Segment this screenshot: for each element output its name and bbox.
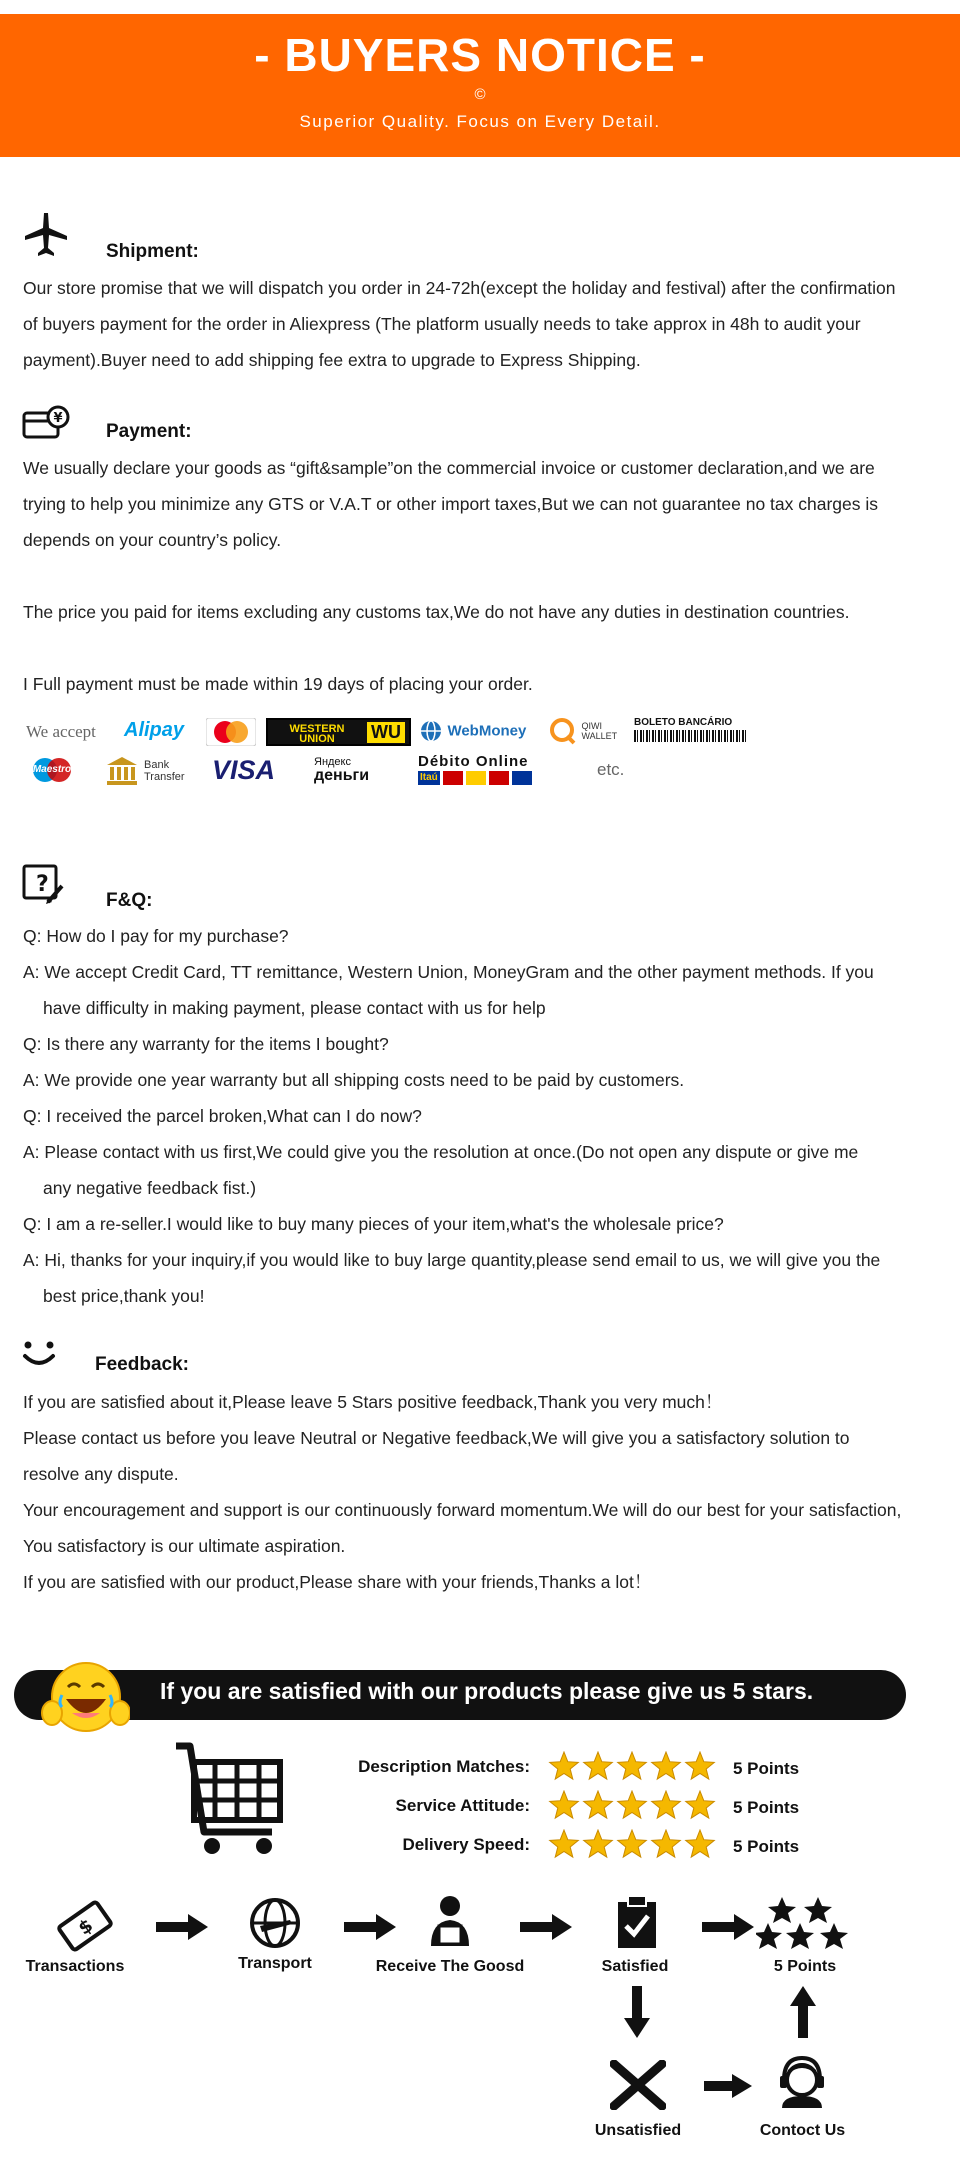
- rating-stars: [548, 1829, 718, 1861]
- star-icon: [618, 1791, 647, 1818]
- debito-text: Débito Online: [418, 753, 529, 770]
- faq-answer: A: Please contact with us first,We could give you the resolution at once.(Do not open any dispute or give me: [23, 1142, 859, 1162]
- payment-line: We usually declare your goods as “gift&sample”on the commercial invoice or customer declaration,and we are: [23, 458, 875, 478]
- flow-transactions: Transactions: [25, 1958, 125, 1975]
- page-title: - BUYERS NOTICE -: [254, 29, 706, 81]
- star-icon: [686, 1830, 715, 1857]
- star-icon: [584, 1791, 613, 1818]
- faq-answer: A: We accept Credit Card, TT remittance, Western Union, MoneyGram and the other payment methods. If you: [23, 962, 874, 982]
- feedback-text: [23, 1384, 943, 1600]
- star-icon: [652, 1830, 681, 1857]
- western-union-text: WESTERN UNION: [289, 723, 345, 745]
- rating-points: 5 Points: [733, 1759, 800, 1778]
- shipment-title: Shipment:: [106, 241, 199, 262]
- mastercard-logo: [206, 718, 256, 746]
- payment-text: [23, 450, 943, 558]
- faq-answer: A: Hi, thanks for your inquiry,if you would like to buy large quantity,please send email to us, we will give you the: [23, 1250, 881, 1270]
- full-payment-line: I Full payment must be made within 19 days of placing your order.: [23, 674, 533, 694]
- faq-answer-cont: have difficulty in making payment, please contact with us for help: [43, 998, 546, 1018]
- qiwi-wallet-text: WALLET: [581, 731, 618, 741]
- faq-question: Q: I am a re-seller.I would like to buy many pieces of your item,what's the wholesale price?: [23, 1214, 724, 1234]
- dengi-text: деньги: [314, 767, 370, 784]
- itau-badge: Itaú: [420, 772, 438, 783]
- faq-question: Q: Is there any warranty for the items I bought?: [23, 1034, 389, 1054]
- boleto-text: BOLETO BANCÁRIO: [634, 717, 733, 728]
- flow-satisfied: Satisfied: [601, 1958, 669, 1975]
- webmoney-logo: [419, 719, 526, 743]
- payment-line: trying to help you minimize any GTS or V.A.T or other import taxes,But we can not guarantee no tax charges is: [23, 494, 879, 514]
- we-accept-label: We accept: [26, 722, 96, 741]
- shipment-line: Our store promise that we will dispatch you order in 24-72h(except the holiday and festival) after the confirmation: [23, 278, 896, 298]
- feedback-line: Your encouragement and support is our continuously forward momentum.We will do our best for your satisfaction,: [23, 1500, 902, 1520]
- clipboard-check-icon: [614, 1894, 660, 1950]
- visa-logo: VISA: [212, 755, 276, 785]
- bank-badge: [466, 771, 486, 785]
- five-stars-icon: [756, 1896, 852, 1952]
- rating-points: 5 Points: [733, 1798, 800, 1817]
- bank-transfer-text: [144, 759, 185, 783]
- faq-answer: A: We provide one year warranty but all shipping costs need to be paid by customers.: [23, 1070, 685, 1090]
- star-icon: [584, 1830, 613, 1857]
- etc-label: etc.: [597, 760, 625, 779]
- feedback-line: You satisfactory is our ultimate aspiration.: [23, 1536, 346, 1556]
- flow-receive: Receive The Goosd: [375, 1958, 525, 1975]
- yandex-text: Яндекс: [314, 756, 351, 768]
- faq-title: F&Q:: [106, 890, 153, 911]
- svg-text:$: $: [74, 1915, 98, 1940]
- payment-logos: [26, 715, 746, 795]
- shopping-cart-icon: [172, 1740, 287, 1860]
- yandex-logo: [314, 756, 369, 782]
- qiwi-text: QIWI: [581, 721, 602, 731]
- maestro-text: Maestro: [32, 764, 72, 775]
- flow-unsatisfied: Unsatisfied: [594, 2122, 682, 2139]
- rating-stars: [548, 1790, 718, 1822]
- bank-badge: [443, 771, 463, 785]
- faq-answer-cont: best price,thank you!: [43, 1286, 205, 1306]
- faq-list: [23, 918, 943, 1314]
- airplane-icon: [22, 210, 70, 258]
- faq-answer-cont: any negative feedback fist.): [43, 1178, 257, 1198]
- qiwi-logo: [549, 717, 617, 745]
- star-icon: [550, 1830, 579, 1857]
- faq-question: Q: I received the parcel broken,What can I do now?: [23, 1106, 422, 1126]
- western-union-logo: [266, 718, 411, 746]
- full-payment-note: [23, 666, 943, 702]
- feedback-line: Please contact us before you leave Neutral or Negative feedback,We will give you a satisfactory solution to: [23, 1428, 850, 1448]
- laughing-emoji-icon: [40, 1655, 130, 1735]
- arrow-right-icon: [520, 1914, 572, 1940]
- wallet-icon: [22, 405, 72, 441]
- star-icon: [550, 1791, 579, 1818]
- copyright-mark: ©: [474, 86, 486, 103]
- star-icon: [618, 1830, 647, 1857]
- price-line: The price you paid for items excluding any customs tax,We do not have any duties in destination countries.: [23, 602, 850, 622]
- rating-label: Description Matches:: [358, 1757, 530, 1776]
- svg-text:¥: ¥: [53, 411, 63, 426]
- flow-contact: Contoct Us: [759, 2122, 846, 2139]
- bank-badge: [512, 771, 532, 785]
- banner-text: If you are satisfied with our products please give us 5 stars.: [160, 1678, 814, 1704]
- wu-mark: WU: [367, 722, 405, 743]
- star-icon: [686, 1752, 715, 1779]
- arrow-right-icon: [344, 1914, 396, 1940]
- alipay-logo: Alipay: [124, 719, 185, 741]
- bank-badge: [489, 771, 509, 785]
- arrow-down-icon: [624, 1986, 650, 2038]
- rating-label: Service Attitude:: [395, 1796, 530, 1815]
- globe-icon: [419, 719, 443, 743]
- star-icon: [652, 1791, 681, 1818]
- price-note: [23, 594, 943, 630]
- transfer-text: Transfer: [144, 771, 185, 783]
- faq-question: Q: How do I pay for my purchase?: [23, 926, 289, 946]
- webmoney-text: WebMoney: [447, 722, 527, 740]
- customer-service-icon: [776, 2052, 828, 2110]
- globe-transport-icon: [248, 1896, 302, 1950]
- qiwi-icon: [549, 717, 577, 745]
- star-icon: [618, 1752, 647, 1779]
- arrow-up-icon: [790, 1986, 816, 2038]
- flow-points: 5 Points: [773, 1958, 837, 1975]
- rating-label: Delivery Speed:: [402, 1835, 530, 1854]
- maestro-logo: [26, 756, 78, 784]
- feedback-line: If you are satisfied about it,Please leave 5 Stars positive feedback,Thank you very much！: [23, 1392, 723, 1412]
- payment-line: depends on your country’s policy.: [23, 530, 282, 550]
- smile-icon: [22, 1340, 56, 1368]
- feedback-title: Feedback:: [95, 1354, 189, 1375]
- bank-icon: [106, 756, 138, 786]
- boleto-logo: [634, 717, 749, 745]
- star-icon: [584, 1752, 613, 1779]
- feedback-line: If you are satisfied with our product,Please share with your friends,Thanks a lot！: [23, 1572, 652, 1592]
- shipment-line: of buyers payment for the order in Aliexpress (The platform usually needs to take approx in 48h to audit your: [23, 314, 861, 334]
- star-icon: [686, 1791, 715, 1818]
- barcode: [634, 730, 746, 742]
- page-subtitle: Superior Quality. Focus on Every Detail.: [299, 112, 661, 131]
- shipment-line: payment).Buyer need to add shipping fee extra to upgrade to Express Shipping.: [23, 350, 641, 370]
- rating-stars: [548, 1751, 718, 1783]
- arrow-right-icon: [156, 1914, 208, 1940]
- delivery-person-icon: [425, 1894, 475, 1950]
- bank-text: Bank: [144, 759, 170, 771]
- star-icon: [550, 1752, 579, 1779]
- arrow-right-icon: [704, 2074, 752, 2098]
- payment-title: Payment:: [106, 421, 192, 442]
- arrow-right-icon: [702, 1914, 754, 1940]
- x-mark-icon: [610, 2060, 666, 2110]
- rating-points: 5 Points: [733, 1837, 800, 1856]
- flow-transport: Transport: [238, 1955, 312, 1972]
- question-icon: [22, 864, 66, 906]
- debito-online-logo: [418, 753, 578, 789]
- feedback-line: resolve any dispute.: [23, 1464, 179, 1484]
- star-icon: [652, 1752, 681, 1779]
- shipment-text: [23, 270, 943, 378]
- money-icon: [54, 1898, 116, 1954]
- svg-text:?: ?: [36, 872, 49, 897]
